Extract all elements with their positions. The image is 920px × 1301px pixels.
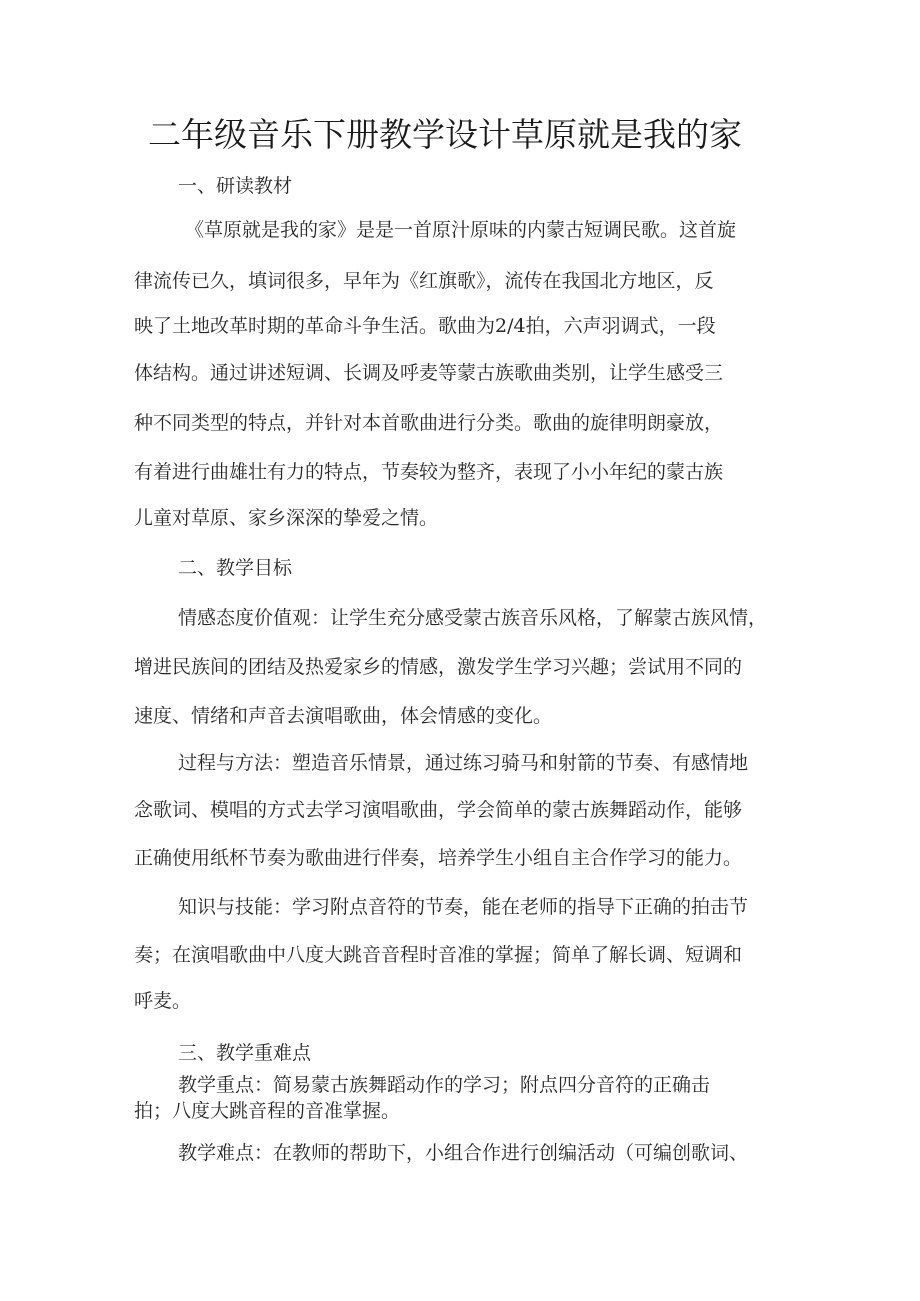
paragraph-line: 《草原就是我的家》是是一首原汁原味的内蒙古短调民歌。这首旋 [185,219,737,241]
section-heading: 二、教学目标 [178,557,293,579]
paragraph-line: 教学难点：在教师的帮助下，小组合作进行创编活动（可编创歌词、 [178,1142,749,1164]
paragraph-line: 呼麦。 [134,990,192,1012]
document-title: 二年级音乐下册教学设计草原就是我的家 [148,115,742,154]
paragraph-line: 念歌词、模唱的方式去学习演唱歌曲，学会简单的蒙古族舞蹈动作，能够 [134,799,743,821]
section-heading: 一、研读教材 [178,175,293,197]
paragraph-line: 映了土地改革时期的革命斗争生活。歌曲为2/4拍，六声羽调式，一段 [134,315,716,337]
paragraph-line: 儿童对草原、家乡深深的挚爱之情。 [134,507,439,529]
paragraph-line: 体结构。通过讲述短调、长调及呼麦等蒙古族歌曲类别，让学生感受三 [134,362,724,384]
paragraph-line: 正确使用纸杯节奏为歌曲进行伴奏，培养学生小组自主合作学习的能力。 [134,847,743,869]
paragraph-line: 种不同类型的特点，并针对本首歌曲进行分类。歌曲的旋律明朗豪放， [134,412,724,434]
paragraph-line: 知识与技能：学习附点音符的节奏，能在老师的指导下正确的拍击节 [178,896,749,918]
paragraph-line: 情感态度价值观：让学生充分感受蒙古族音乐风格，了解蒙古族风情， [178,607,768,629]
paragraph-line: 速度、情绪和声音去演唱歌曲，体会情感的变化。 [134,705,553,727]
paragraph-line: 教学重点：简易蒙古族舞蹈动作的学习；附点四分音符的正确击 [178,1074,711,1096]
paragraph-line: 律流传已久，填词很多，早年为《红旗歌》，流传在我国北方地区，反 [134,270,714,292]
paragraph-line: 拍；八度大跳音程的音准掌握。 [134,1100,401,1122]
paragraph-line: 增进民族间的团结及热爱家乡的情感，激发学生学习兴趣；尝试用不同的 [134,656,743,678]
paragraph-line: 过程与方法：塑造音乐情景，通过练习骑马和射箭的节奏、有感情地 [178,752,749,774]
paragraph-line: 奏；在演唱歌曲中八度大跳音音程时音准的掌握；简单了解长调、短调和 [134,944,743,966]
section-heading: 三、教学重难点 [178,1042,312,1064]
paragraph-line: 有着进行曲雄壮有力的特点，节奏较为整齐，表现了小小年纪的蒙古族 [134,461,724,483]
